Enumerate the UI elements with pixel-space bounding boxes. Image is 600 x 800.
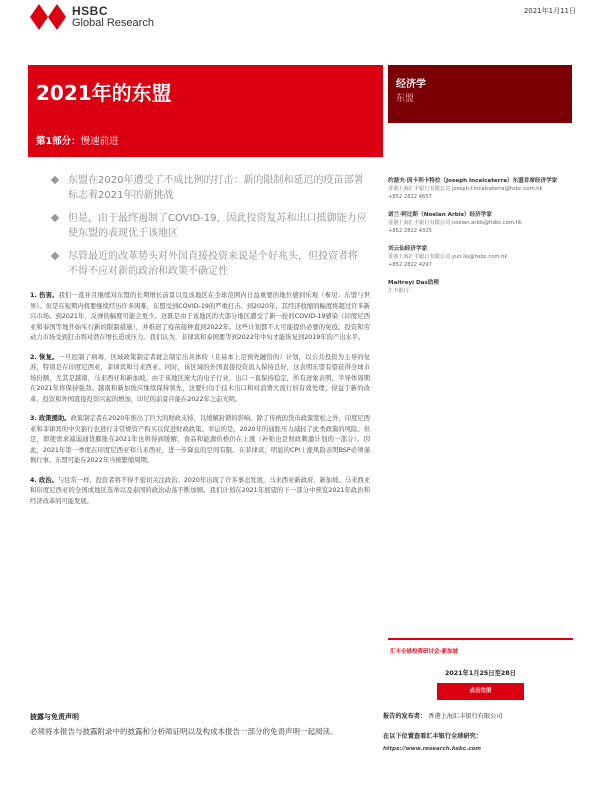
paragraph-lead: 3. 政策援助。 [30,415,71,422]
research-url-link[interactable]: https://www.research.hsbc.com [383,746,481,752]
paragraph-text: 我们一直并且继续对东盟的长期增长前景以及该地区在全球范围内日益重要的地位感到乐观（参见：东盟与世界）。但是在短期内将要继续经历许多困难，东盟受到COVID-19的严重打击。到2020年，其经济收缩的幅度将超过许多新兴市场。到2021年，反弹的幅度可能会更少。这既是由于该地区的大部分地区遭受了新一轮的COVID-19感染（印度尼西亚和泰国等地开始实行新的限制措施），并推迟了疫苗接种直到2022年。这些计划都不太可能提供必要的免疫。投资和劳动力市场受到打击将对潜在增长造成压力。我们认为，非律宾和泰国要等到2022年中旬才能恢复到2019年的产出水平。 [30,292,371,341]
event-title: 汇丰全球投资研讨会·新加坡 [390,649,459,655]
paragraph-lead: 4. 政治。 [30,476,58,484]
body-paragraph [30,476,370,508]
key-points [52,173,367,287]
brand-subtitle: Global Research [72,17,154,29]
author-firm: 香港上海汇丰银行有限公司 [388,254,451,260]
author-entry [388,211,572,235]
author-firm: 香港上海汇丰银行有限公司 [388,220,451,226]
key-point [52,249,367,279]
disclaimer-heading: 披露与免责声明 [30,713,79,721]
author-list [388,177,572,305]
report-subtitle [36,133,119,147]
author-phone: +852 2822 4325 [388,228,432,234]
research-view-label: 在以下位置查看汇丰银行全球研究： [383,733,482,740]
author-name: 约瑟夫·因卡利卡特拉（Joseph Incalcaterra）东盟首席经济学家 [388,178,558,184]
issuer-info [383,712,578,752]
report-date: 2021年1月11日 [523,7,576,15]
title-banner [28,65,383,157]
event-promo [388,638,573,706]
region-label: 东盟 [396,94,415,104]
diamond-bullet-icon [51,252,59,260]
diamond-bullet-icon [51,214,59,222]
key-point [52,173,367,203]
paragraph-text: 一旦控制了病毒，区域政策制定者就会制定出具体的（且基本上是预先融资的）计划，以公共投资为主导的复苏，特别是在印度尼西亚，菲律宾和马来西亚。同时，该区域的外国直接投资流入保持良好，这表明东盟有望获得全球市场份额，尤其是越南，马来西亚和新加坡。由于该地区庞大的电子行业，出口一直保持稳定，所有迹象表明，半导体周期在2021年将保持强劲。越南和新加坡应继续保持领先，这要归功于技术出口和对消费大流行的有效处理；得益于新的改革，投资和外国直接投资兴起的增加，印尼的前景应能在2022年之前光明。 [30,353,371,403]
author-entry [388,245,572,269]
body-paragraph [30,414,370,467]
report-title: 2021年的东盟 [36,81,172,105]
disclaimer [30,712,368,738]
register-button[interactable]: 点击注册 [437,683,524,700]
author-name: 诺兰·阿比斯（Noelan Arbis）经济学家 [388,212,492,218]
paragraph-lead: 1. 伤害。 [30,292,59,299]
author-firm: 汇丰银行 [388,288,409,294]
body-paragraph [30,353,370,406]
author-entry [388,177,572,201]
category-label: 经济学 [396,79,426,90]
author-email[interactable]: joseph.f.incalcaterra@hsbc.com.hk [451,186,543,192]
author-phone: +852 2822 4297 [388,262,432,268]
key-point-text: 但是，由于最终遏制了COVID-19，因此投资复苏和出口抵御能力应使东盟的表现优于该地区 [68,213,367,239]
disclaimer-text: 必须将本报告与披露附录中的披露和分析师证明以及构成本报告一部分的免责声明一起阅读。 [30,727,338,736]
hsbc-logo [30,4,154,30]
subtitle-part: 第1部分： [36,136,81,147]
author-firm: 香港上海汇丰银行有限公司 [388,186,451,192]
paragraph-text: 与往常一样，投资者将不得不密切关注政治。2020年出现了许多事态发展，马来西亚新政府，新加坡。马来西亚和印度尼西亚的全国或地区选举以及泰国的政治动荡不断加剧。我们计划在2021年展望的下一部分中预览2021年政治和经济改革的可能发展。 [30,476,370,505]
author-email[interactable]: noelan.arbis@hsbc.com.hk [451,220,522,226]
hsbc-hexagon-icon [30,4,66,30]
author-name: Maitreyi Das助理 [388,280,439,286]
diamond-bullet-icon [51,176,59,184]
event-date: 2021年1月25日至28日 [445,670,516,677]
subtitle-rest: 慢速前进 [80,136,119,147]
category-band [388,65,572,123]
report-body [30,291,370,516]
body-paragraph [30,291,370,344]
paragraph-text: 政策制定者在2020年推出了巨大的财政支持，以缓解封锁的影响。除了传统的货币政策宽松之外，印度尼西亚和菲律宾的中央银行也进行非常规资产购买以促进财政政策。幸运的是，2020年的通胀压力减轻了此类政策的风险。但是，即使需求减弱通货膨胀在2021年也将得到缓解，食品和能源价格仍在上涨（补贴也是财政刺激计划的一部分）。因此，2021年第一季度在印度尼西亚和马来西亚，进一步降息的空间有限。在菲律宾，明显的CPI上涨风险表明BSP必须谨慎行事。东盟可能在2022年当统繁缩周期。 [30,415,370,464]
issuer-name: 香港上海汇丰银行有限公司 [428,713,503,720]
author-name: 刘云仙经济学家 [388,246,428,252]
brand-name: HSBC [72,4,109,18]
key-point-text: 尽管最近的改革势头对外国直接投资来说是个好兆头，但投资者将不得不应对新的政治和政策不确定性 [68,251,358,277]
author-phone: +852 2822 4657 [388,194,432,200]
author-entry [388,279,572,295]
paragraph-lead: 2. 恢复。 [30,353,59,361]
issuer-label: 报告的发布者： [383,713,427,720]
author-email[interactable]: yun.liu@hsbc.com.hk [451,254,508,260]
key-point [52,211,367,241]
key-point-text: 东盟在2020年遭受了不成比例的打击：新的限制和延迟的疫苗部署标志着2021年的新挑战 [68,175,364,201]
